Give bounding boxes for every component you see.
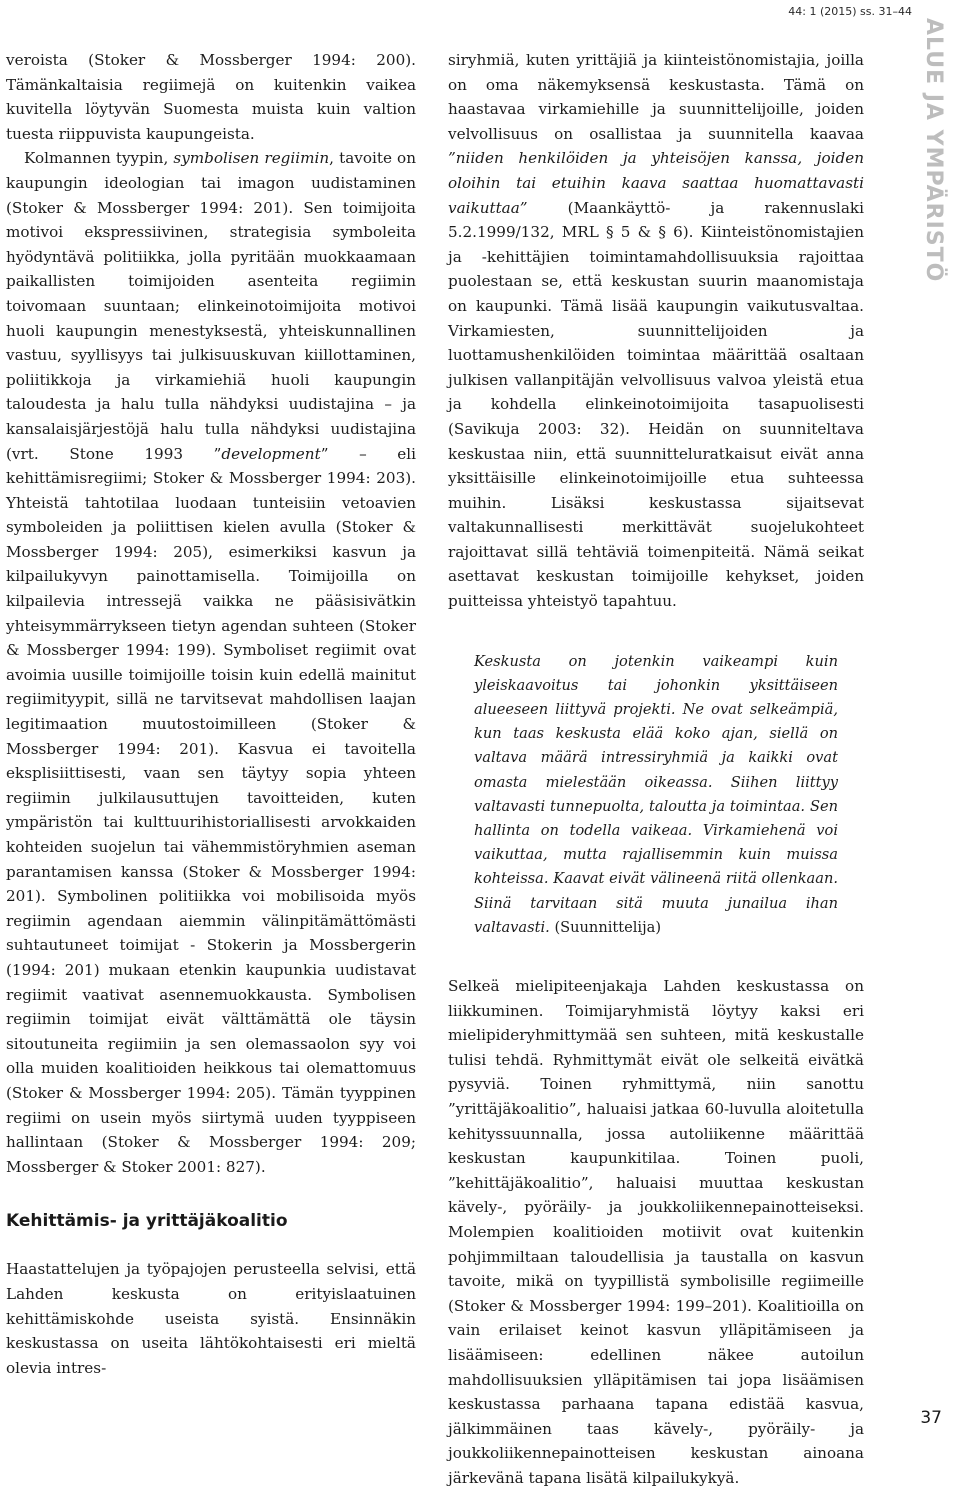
italic-term: symbolisen regiimin (173, 149, 330, 168)
paragraph (6, 146, 416, 1179)
paragraph: Haastattelujen ja työpajojen perusteella selvisi, että Lahden keskusta on erityislaatuinen kehittämiskohde useista syistä. Ensinnäkin keskustassa on useita lähtökohtaisesti eri mieltä olevia intres- (6, 1260, 416, 1377)
quote-body: Keskusta on jotenkin vaikeampi kuin yleiskaavoitus tai johonkin yksittäiseen alueeseen liittyvä projekti. Ne ovat selkeämpiä, kun taas keskusta elää koko ajan, siellä on valtava määrä intressiryhmiä ja kaikki ovat omasta mielestään oikeassa. Siihen liittyy valtavasti tunnepuolta, taloutta ja toimintaa. Sen hallinta on todella vaikeaa. Virkamiehenä voi vaikuttaa, mutta rajallisemmin kuin muissa kohteissa. Kaavat eivät välineenä riitä ollenkaan. Siinä tarvitaan sitä muuta junailua ihan valtavasti. (474, 652, 838, 936)
right-text-column (448, 48, 864, 1491)
paragraph: veroista (Stoker & Mossberger 1994: 200). Tämänkaltaisia regiimejä on kuitenkin vaikea kuvitella löytyvän Suomesta muista kuin valtion tuesta riippuvista kaupungeista. (6, 51, 416, 143)
text-run: Kolmannen tyypin, (24, 149, 174, 168)
text-run: siryhmiä, kuten yrittäjiä ja kiinteistönomistajia, joilla on oma näkemyksensä keskustasta. Tämä on haastavaa virkamiehille ja suunnittelijoille, joiden velvollisuus on osallistaa ja suunnitella kaavaa (448, 51, 864, 143)
interview-quote (448, 650, 864, 940)
quote-text (448, 650, 864, 940)
paragraph: Selkeä mielipiteenjakaja Lahden keskustassa on liikkuminen. Toimijaryhmistä löytyy kaksi eri mielipideryhmittymää sen suhteen, mitä keskustalle tulisi tehdä. Ryhmittymät eivät ole selkeitä eivätkä pysyviä. Toinen ryhmittymä, niin sanottu ”yrittäjäkoalitio”, haluaisi jatkaa 60-luvulla aloitetulla kehityssuunnalla, jossa autoliikenne määrittää keskustan kaupunkitilaa. Toinen puoli, ”kehittäjäkoalitio”, haluaisi muuttaa keskustan kävely-, pyöräily- ja joukkoliikennepainotteiseksi. Molempien koalitioiden motiivit ovat kuitenkin pohjimmiltaan taloudellisia ja taustalla on kasvun tavoite, mikä on tyypillistä symbolisille regiimeille (Stoker & Mossberger 1994: 199–201). Koalitioilla on vain erilaiset keinot kasvun ylläpitämiseen ja lisäämiseen: edellinen näkee autoilun mahdollisuuksien ylläpitämisen tai jopa lisäämisen keskustassa parhaana tapana edistää kasvua, jälkimmäinen taas kävely-, pyöräily- ja joukkoliikennepainotteisen keskustan ainoana järkevänä tapana lisätä kilpailukykyä. (448, 977, 864, 1487)
section-heading: Kehittämis- ja yrittäjäkoalitio (6, 1211, 288, 1232)
left-text-column (6, 48, 416, 1380)
journal-issue-range: 44: 1 (2015) ss. 31–44 (788, 5, 912, 18)
text-run: , tavoite on kaupungin ideologian tai imagon uudistaminen (Stoker & Mossberger 1994: 201). Sen toimijoita motivoi ekspressiivinen, strategisia symboleita hyödyntävä politiikka, jolla pyritään muokkaamaan paikallisten toimijoiden asenteita regiimin toivomaan suuntaan; elinkeinotoimijoita motivoi huoli kaupungin menestyksestä, yhteiskunnallinen vastuu, syyllisyys tai julkisuuskuvan kiillottaminen, poliitikkoja ja virkamiehiä huoli kaupungin taloudesta ja halu tulla nähdyksi uudistajina – ja kansalaisjärjestöjä halu tulla nähdyksi uudistajina (vrt. Stone 1993 ” (6, 149, 416, 463)
italic-citation: ”niiden henkilöiden ja yhteisöjen kanssa, joiden oloihin tai etuihin kaava saattaa huomattavasti vaikuttaa” (448, 149, 864, 217)
text-run: ” – eli kehittämisregiimi; Stoker & Mossberger 1994: 203). Yhteistä tahtotilaa luodaan tunteisiin vetoavien symboleiden ja poliittisen kielen avulla (Stoker & Mossberger 1994: 205), esimerkiksi kasvun ja kilpailukyvyn painottamisella. Toimijoilla on kilpailevia intressejä vaikka ne pääsisivätkin yhteisymmärrykseen tietyn agendan suhteen (Stoker & Mossberger 1994: 199). Symboliset regiimit ovat avoimia uusille toimijoille toisin kuin edellä mainitut regiimityypit, sillä ne tarvitsevat mahdollisen laajan legitimaation muutostoimilleen (Stoker & Mossberger 1994: 201). Kasvua ei tavoitella eksplisiittisesti, vaan sen täytyy sopia yhteen regiimin julkilausuttujen tavoitteiden, kuten ympäristön tai kulttuurihistoriallisesti arvokkaiden kohteiden suojelun tai vähemmistöryhmien aseman parantamisen kanssa (Stoker & Mossberger 1994: 201). Symbolinen politiikka voi mobilisoida myös regiimin agendaan aiemmin välinpitämättömästi suhtautuneet toimijat - Stokerin ja Mossbergerin (1994: 201) mukaan etenkin kaupunkia uudistavat regiimit vaativat asennemuokkausta. Symbolisen regiimin toimijat eivät välttämättä ole täysin sitoutuneita regiimiin ja sen olemassaolon syy voi olla muiden koalitioiden heikkous tai olemattomuus (Stoker & Mossberger 1994: 205). Tämän tyyppinen regiimi on usein myös siirtymä uuden tyyppiseen hallintaan (Stoker & Mossberger 1994: 209; Mossberger & Stoker 2001: 827). (6, 444, 416, 1176)
journal-side-label: ALUE JA YMPÄRISTÖ (921, 18, 946, 283)
paragraph (448, 48, 864, 614)
italic-term: development (221, 444, 321, 463)
text-run: (Maankäyttö- ja rakennuslaki 5.2.1999/132, MRL § 5 & § 6). Kiinteistönomistajien ja -kehittäjien toimintamahdollisuuksia rajoittaa puolestaan se, että keskustan suurin maanomistaja on kaupunki. Tämä lisää kaupungin vaikutusvaltaa. Virkamiesten, suunnittelijoiden ja luottamushenkilöiden toimintaa määrittää osaltaan julkisen vallanpitäjän velvollisuus valvoa yleistä etua ja kohdella elinkeinotoimijoita tasapuolisesti (Savikuja 2003: 32). Heidän on suunniteltava keskustaa niin, että suunnitteluratkaisut eivät anna yksittäisille elinkeinotoimijoille etua suhteessa muihin. Lisäksi keskustassa sijaitsevat valtakunnallisesti merkittävät suojelukohteet rajoittavat sillä tehtäviä toimenpiteitä. Nämä seikat asettavat keskustan toimijoille kehykset, joiden puitteissa yhteistyö tapahtuu. (448, 198, 864, 611)
quote-attribution: (Suunnittelija) (554, 918, 662, 936)
page-number: 37 (920, 1408, 942, 1428)
